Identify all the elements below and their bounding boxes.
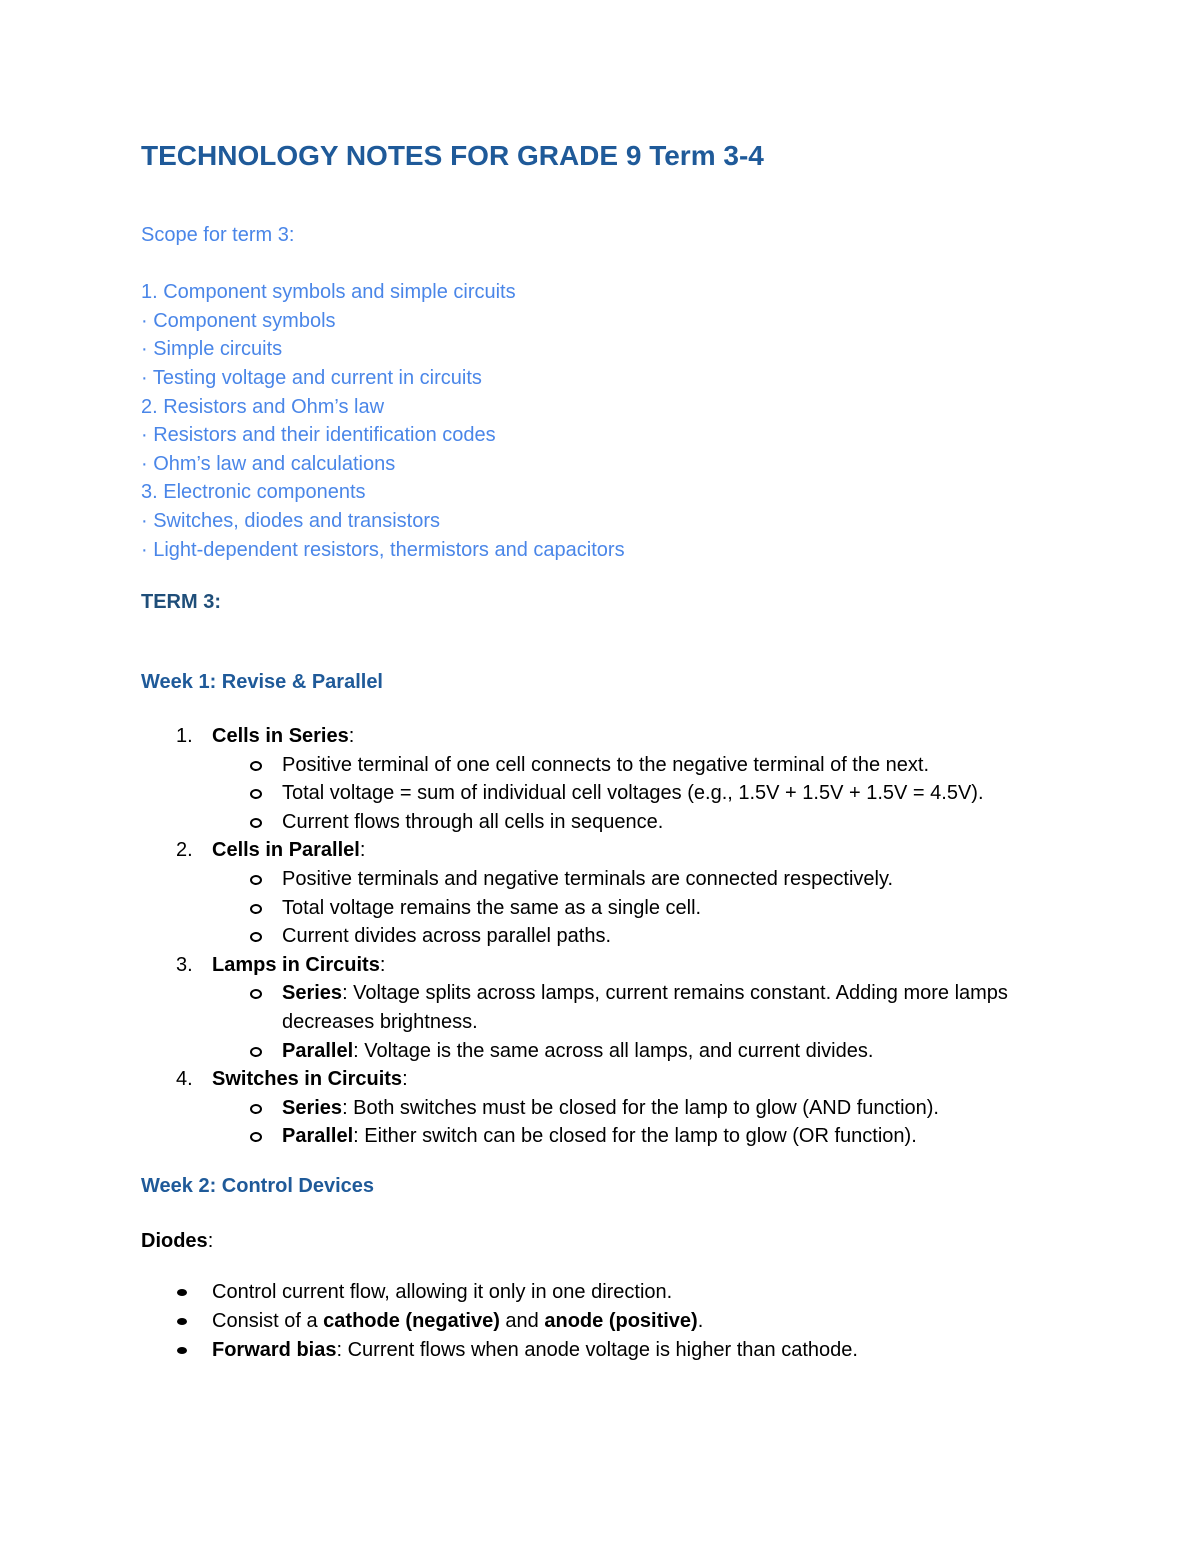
- scope-line: · Light-dependent resistors, thermistors and capacitors: [141, 538, 625, 561]
- sub-list-item: [176, 1037, 1012, 1066]
- list-item-lamps-in-circuits: [176, 951, 1076, 1065]
- bullet-text-pre: Consist of a: [212, 1309, 324, 1332]
- sub-item-bold-term: Parallel: [282, 1125, 354, 1148]
- sub-item-text: Total voltage = sum of individual cell voltages (e.g., 1.5V + 1.5V + 1.5V = 4.5V).: [282, 782, 984, 805]
- hollow-circle-bullet-icon: [250, 1047, 262, 1057]
- bullet-text: : Current flows when anode voltage is higher than cathode.: [336, 1338, 858, 1361]
- sub-item-text: Positive terminal of one cell connects to the negative terminal of the next.: [282, 753, 930, 776]
- label-suffix: :: [348, 725, 355, 747]
- scope-spacer: [141, 250, 625, 279]
- sub-item-bold-term: Parallel: [282, 1039, 354, 1062]
- sub-item-text: Current divides across parallel paths.: [282, 925, 612, 948]
- sub-item-text: : Voltage splits across lamps, current remains constant. Adding more lamps decreases brightness.: [282, 982, 1008, 1033]
- solid-dot-bullet-icon: [177, 1318, 187, 1325]
- hollow-circle-bullet-icon: [250, 1132, 262, 1142]
- term-heading: TERM 3:: [141, 591, 221, 613]
- diodes-label: Diodes: [141, 1230, 208, 1252]
- list-item: [141, 1336, 858, 1365]
- scope-line: · Ohm’s law and calculations: [141, 452, 396, 475]
- sub-item-text: Positive terminals and negative terminals are connected respectively.: [282, 867, 894, 890]
- week1-numbered-list: [176, 722, 1076, 1151]
- week2-heading: Week 2: Control Devices: [141, 1175, 375, 1197]
- hollow-circle-bullet-icon: [250, 932, 262, 942]
- sub-list-item: [176, 894, 1012, 923]
- bullet-text-post: .: [697, 1309, 704, 1332]
- hollow-circle-bullet-icon: [250, 875, 262, 885]
- bold-term-forward-bias: Forward bias: [212, 1338, 337, 1361]
- sub-item-text: : Voltage is the same across all lamps, and current divides.: [353, 1039, 874, 1062]
- hollow-circle-bullet-icon: [250, 904, 262, 914]
- list-number: 4.: [176, 1068, 193, 1091]
- scope-line: · Testing voltage and current in circuits: [141, 366, 482, 389]
- sub-list-item: [176, 779, 1012, 808]
- diodes-heading: [141, 1227, 213, 1255]
- label-suffix: :: [207, 1230, 214, 1252]
- sub-list-item: [176, 1122, 1012, 1151]
- sub-list-item: [176, 1094, 1012, 1123]
- sub-item-text: Current flows through all cells in sequence.: [282, 810, 664, 833]
- sub-item-text: : Either switch can be closed for the lamp to glow (OR function).: [353, 1125, 917, 1148]
- list-item-cells-in-parallel: [176, 836, 1076, 950]
- sub-list-item: [176, 808, 1012, 837]
- list-number: 3.: [176, 953, 193, 976]
- list-item-switches-in-circuits: [176, 1065, 1076, 1151]
- solid-dot-bullet-icon: [177, 1347, 187, 1354]
- bold-term-cathode: cathode (negative): [323, 1309, 500, 1332]
- hollow-circle-bullet-icon: [250, 818, 262, 828]
- sub-item-text: Total voltage remains the same as a single cell.: [282, 896, 702, 919]
- list-item-label: Lamps in Circuits: [212, 953, 380, 976]
- sub-item-bold-term: Series: [282, 982, 343, 1005]
- label-suffix: :: [402, 1068, 408, 1091]
- sub-list-item: [176, 979, 1012, 1036]
- list-item: [141, 1278, 858, 1307]
- scope-line: 1. Component symbols and simple circuits: [141, 281, 516, 304]
- scope-line: · Component symbols: [141, 309, 336, 332]
- scope-line: 2. Resistors and Ohm’s law: [141, 395, 385, 418]
- hollow-circle-bullet-icon: [250, 761, 262, 771]
- scope-line: · Resistors and their identification codes: [141, 424, 496, 447]
- diodes-bullet-list: [141, 1278, 858, 1364]
- sub-list-item: [176, 751, 1012, 780]
- hollow-circle-bullet-icon: [250, 1104, 262, 1114]
- list-item: [141, 1307, 858, 1336]
- scope-heading: Scope for term 3:: [141, 224, 295, 246]
- scope-line: · Simple circuits: [141, 338, 283, 361]
- list-item-label: Cells in Series: [212, 725, 349, 747]
- bullet-text-mid: and: [499, 1309, 545, 1332]
- hollow-circle-bullet-icon: [250, 789, 262, 799]
- label-suffix: :: [379, 953, 386, 976]
- sub-item-bold-term: Series: [282, 1096, 343, 1119]
- list-item-cells-in-series: [176, 722, 1076, 836]
- hollow-circle-bullet-icon: [250, 989, 262, 999]
- list-number: 1.: [176, 725, 193, 747]
- scope-line: · Switches, diodes and transistors: [141, 509, 441, 532]
- document-title: TECHNOLOGY NOTES FOR GRADE 9 Term 3-4: [141, 140, 764, 171]
- week1-heading: Week 1: Revise & Parallel: [141, 671, 383, 693]
- bold-term-anode: anode (positive): [544, 1309, 698, 1332]
- solid-dot-bullet-icon: [177, 1289, 187, 1296]
- label-suffix: :: [359, 839, 366, 862]
- sub-item-text: : Both switches must be closed for the lamp to glow (AND function).: [342, 1096, 939, 1119]
- list-item-label: Switches in Circuits: [212, 1068, 403, 1091]
- scope-section: [141, 221, 625, 564]
- sub-list-item: [176, 865, 1012, 894]
- bullet-text: Control current flow, allowing it only in one direction.: [212, 1281, 673, 1303]
- list-number: 2.: [176, 839, 193, 862]
- scope-line: 3. Electronic components: [141, 481, 366, 504]
- sub-list-item: [176, 922, 1012, 951]
- list-item-label: Cells in Parallel: [212, 839, 360, 862]
